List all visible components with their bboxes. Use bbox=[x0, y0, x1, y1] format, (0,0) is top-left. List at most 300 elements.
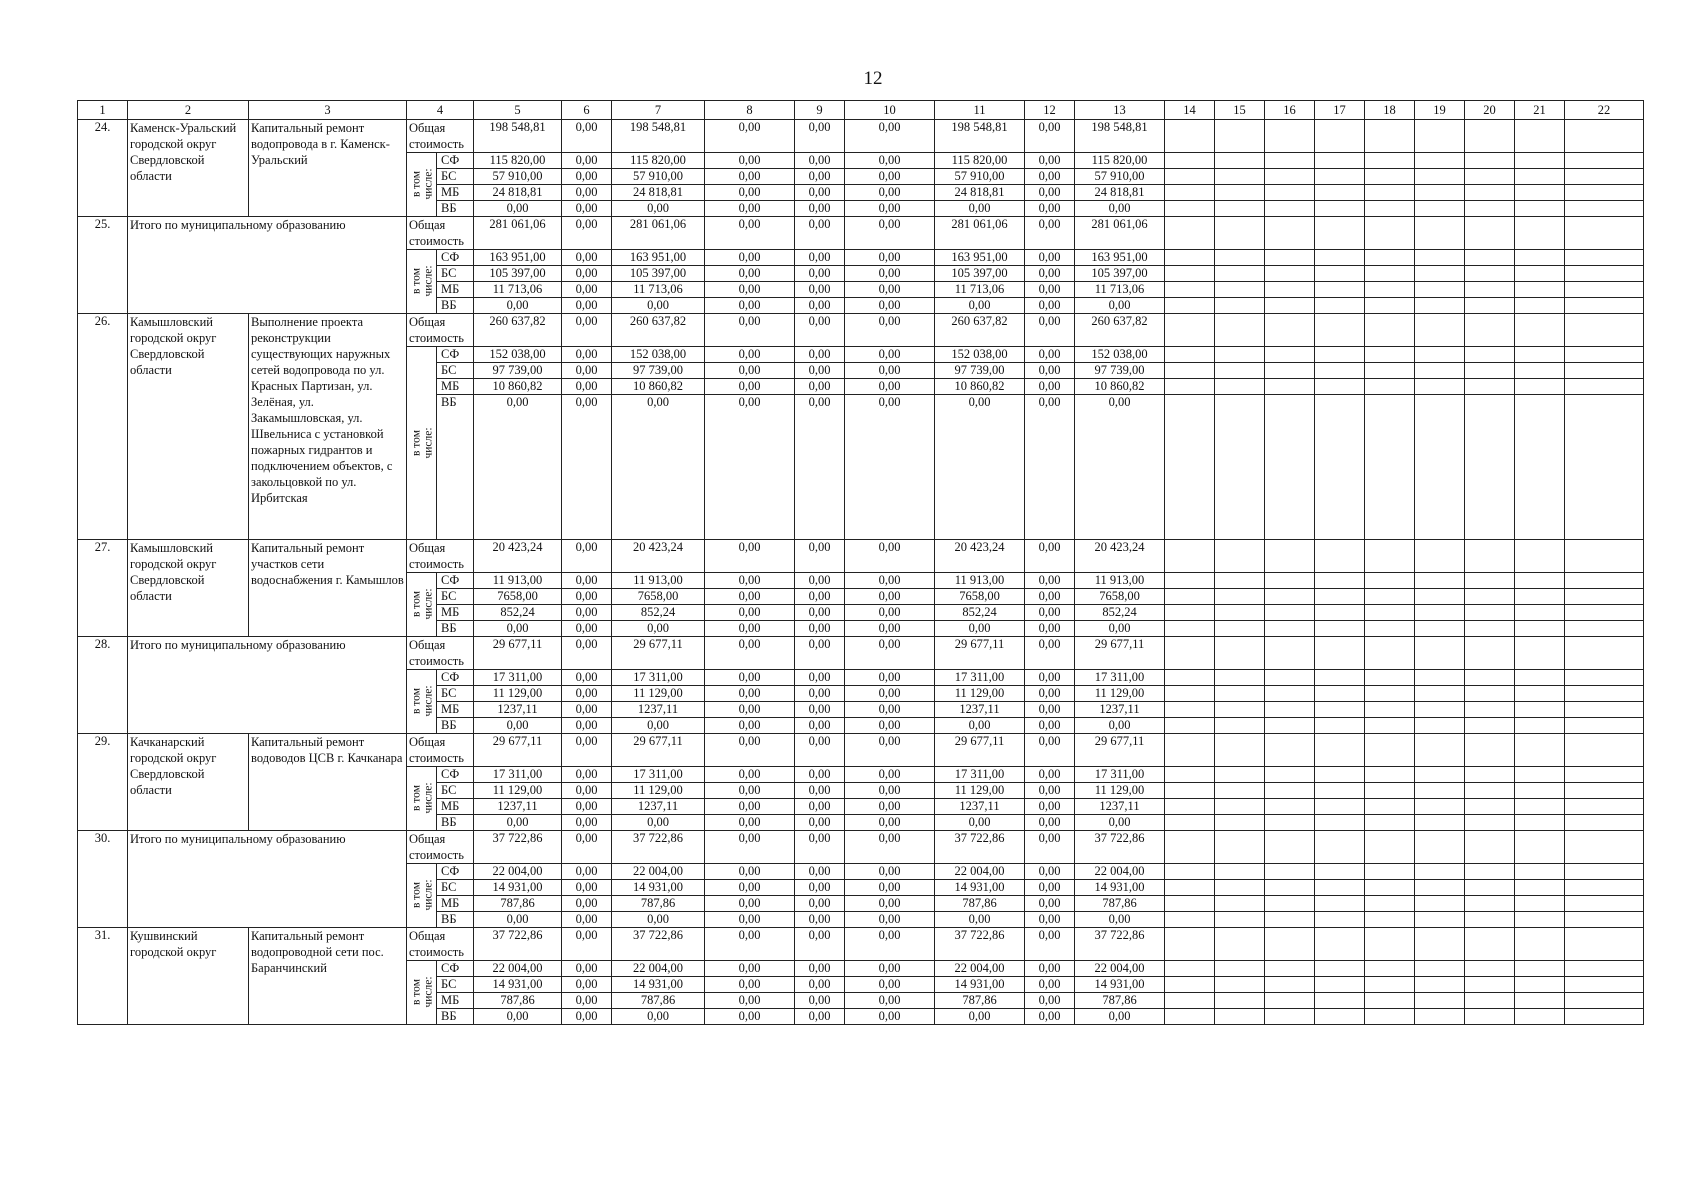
value-cell: 0,00 bbox=[705, 605, 795, 621]
empty-cell bbox=[1465, 282, 1515, 298]
empty-cell bbox=[1415, 153, 1465, 169]
empty-cell bbox=[1165, 637, 1215, 670]
value-cell: 0,00 bbox=[1025, 266, 1075, 282]
funding-source-label: ВБ bbox=[437, 718, 474, 734]
value-cell: 14 931,00 bbox=[612, 880, 705, 896]
value-cell: 0,00 bbox=[705, 540, 795, 573]
empty-cell bbox=[1415, 185, 1465, 201]
value-cell: 0,00 bbox=[845, 298, 935, 314]
funding-source-label: БС bbox=[437, 363, 474, 379]
value-cell: 20 423,24 bbox=[935, 540, 1025, 573]
empty-cell bbox=[1365, 120, 1415, 153]
value-cell: 0,00 bbox=[705, 395, 795, 540]
empty-cell bbox=[1365, 783, 1415, 799]
entry-number: 24. bbox=[78, 120, 128, 217]
value-cell: 0,00 bbox=[795, 153, 845, 169]
empty-cell bbox=[1465, 718, 1515, 734]
municipality-name: Качканарский городской округ Свердловской области bbox=[128, 734, 249, 831]
value-cell: 152 038,00 bbox=[935, 347, 1025, 363]
value-cell: 0,00 bbox=[845, 831, 935, 864]
value-cell: 11 129,00 bbox=[474, 686, 562, 702]
empty-cell bbox=[1365, 961, 1415, 977]
empty-cell bbox=[1365, 298, 1415, 314]
value-cell: 105 397,00 bbox=[612, 266, 705, 282]
value-cell: 1237,11 bbox=[1075, 702, 1165, 718]
empty-cell bbox=[1265, 928, 1315, 961]
funding-source-label: ВБ bbox=[437, 395, 474, 540]
empty-cell bbox=[1465, 864, 1515, 880]
empty-cell bbox=[1215, 831, 1265, 864]
value-cell: 0,00 bbox=[845, 120, 935, 153]
empty-cell bbox=[1365, 589, 1415, 605]
empty-cell bbox=[1465, 605, 1515, 621]
value-cell: 17 311,00 bbox=[1075, 670, 1165, 686]
value-cell: 0,00 bbox=[1025, 767, 1075, 783]
value-cell: 105 397,00 bbox=[474, 266, 562, 282]
value-cell: 0,00 bbox=[845, 928, 935, 961]
empty-cell bbox=[1565, 266, 1644, 282]
value-cell: 37 722,86 bbox=[612, 928, 705, 961]
empty-cell bbox=[1415, 363, 1465, 379]
empty-cell bbox=[1565, 1009, 1644, 1025]
empty-cell bbox=[1165, 977, 1215, 993]
value-cell: 24 818,81 bbox=[1075, 185, 1165, 201]
empty-cell bbox=[1315, 670, 1365, 686]
value-cell: 0,00 bbox=[562, 621, 612, 637]
empty-cell bbox=[1515, 540, 1565, 573]
value-cell: 0,00 bbox=[795, 347, 845, 363]
empty-cell bbox=[1415, 702, 1465, 718]
value-cell: 0,00 bbox=[705, 767, 795, 783]
empty-cell bbox=[1215, 783, 1265, 799]
empty-cell bbox=[1415, 734, 1465, 767]
value-cell: 0,00 bbox=[1025, 670, 1075, 686]
value-cell: 163 951,00 bbox=[612, 250, 705, 266]
empty-cell bbox=[1265, 201, 1315, 217]
empty-cell bbox=[1365, 670, 1415, 686]
value-cell: 0,00 bbox=[795, 282, 845, 298]
value-cell: 0,00 bbox=[1025, 314, 1075, 347]
value-cell: 0,00 bbox=[562, 928, 612, 961]
empty-cell bbox=[1315, 815, 1365, 831]
value-cell: 0,00 bbox=[1025, 621, 1075, 637]
value-cell: 0,00 bbox=[845, 201, 935, 217]
value-cell: 0,00 bbox=[562, 896, 612, 912]
empty-cell bbox=[1215, 993, 1265, 1009]
empty-cell bbox=[1415, 767, 1465, 783]
column-header: 8 bbox=[705, 101, 795, 120]
empty-cell bbox=[1215, 363, 1265, 379]
value-cell: 787,86 bbox=[935, 896, 1025, 912]
value-cell: 11 129,00 bbox=[474, 783, 562, 799]
funding-source-label: СФ bbox=[437, 767, 474, 783]
value-cell: 0,00 bbox=[845, 589, 935, 605]
value-cell: 0,00 bbox=[705, 815, 795, 831]
value-cell: 0,00 bbox=[795, 718, 845, 734]
value-cell: 29 677,11 bbox=[474, 637, 562, 670]
empty-cell bbox=[1415, 799, 1465, 815]
value-cell: 0,00 bbox=[935, 912, 1025, 928]
empty-cell bbox=[1565, 347, 1644, 363]
empty-cell bbox=[1365, 395, 1415, 540]
value-cell: 0,00 bbox=[795, 120, 845, 153]
empty-cell bbox=[1215, 250, 1265, 266]
value-cell: 0,00 bbox=[562, 217, 612, 250]
value-cell: 0,00 bbox=[845, 153, 935, 169]
value-cell: 198 548,81 bbox=[612, 120, 705, 153]
empty-cell bbox=[1565, 605, 1644, 621]
empty-cell bbox=[1565, 670, 1644, 686]
value-cell: 29 677,11 bbox=[474, 734, 562, 767]
empty-cell bbox=[1215, 961, 1265, 977]
value-cell: 0,00 bbox=[562, 589, 612, 605]
empty-cell bbox=[1215, 734, 1265, 767]
empty-cell bbox=[1315, 201, 1365, 217]
value-cell: 0,00 bbox=[1025, 831, 1075, 864]
value-cell: 37 722,86 bbox=[1075, 831, 1165, 864]
value-cell: 0,00 bbox=[845, 880, 935, 896]
value-cell: 0,00 bbox=[562, 347, 612, 363]
value-cell: 17 311,00 bbox=[1075, 767, 1165, 783]
value-cell: 14 931,00 bbox=[612, 977, 705, 993]
value-cell: 97 739,00 bbox=[1075, 363, 1165, 379]
empty-cell bbox=[1465, 120, 1515, 153]
value-cell: 852,24 bbox=[1075, 605, 1165, 621]
empty-cell bbox=[1465, 993, 1515, 1009]
value-cell: 1237,11 bbox=[1075, 799, 1165, 815]
value-cell: 0,00 bbox=[562, 605, 612, 621]
value-cell: 115 820,00 bbox=[474, 153, 562, 169]
empty-cell bbox=[1165, 1009, 1215, 1025]
column-header: 13 bbox=[1075, 101, 1165, 120]
value-cell: 0,00 bbox=[705, 686, 795, 702]
value-cell: 37 722,86 bbox=[612, 831, 705, 864]
including-label: в том числе: bbox=[407, 153, 437, 217]
empty-cell bbox=[1365, 896, 1415, 912]
empty-cell bbox=[1215, 395, 1265, 540]
empty-cell bbox=[1465, 799, 1515, 815]
empty-cell bbox=[1165, 961, 1215, 977]
value-cell: 0,00 bbox=[705, 217, 795, 250]
value-cell: 0,00 bbox=[562, 912, 612, 928]
empty-cell bbox=[1265, 718, 1315, 734]
empty-cell bbox=[1565, 395, 1644, 540]
empty-cell bbox=[1515, 734, 1565, 767]
value-cell: 0,00 bbox=[612, 1009, 705, 1025]
value-cell: 37 722,86 bbox=[935, 831, 1025, 864]
value-cell: 198 548,81 bbox=[935, 120, 1025, 153]
empty-cell bbox=[1315, 767, 1365, 783]
value-cell: 0,00 bbox=[795, 217, 845, 250]
value-cell: 11 129,00 bbox=[935, 686, 1025, 702]
value-cell: 0,00 bbox=[935, 815, 1025, 831]
empty-cell bbox=[1465, 670, 1515, 686]
empty-cell bbox=[1365, 718, 1415, 734]
empty-cell bbox=[1265, 993, 1315, 1009]
empty-cell bbox=[1565, 815, 1644, 831]
column-header: 14 bbox=[1165, 101, 1215, 120]
empty-cell bbox=[1365, 734, 1415, 767]
value-cell: 14 931,00 bbox=[935, 977, 1025, 993]
value-cell: 0,00 bbox=[1025, 864, 1075, 880]
empty-cell bbox=[1365, 250, 1415, 266]
value-cell: 0,00 bbox=[705, 977, 795, 993]
funding-source-label: МБ bbox=[437, 379, 474, 395]
empty-cell bbox=[1465, 686, 1515, 702]
empty-cell bbox=[1365, 314, 1415, 347]
entry-number: 25. bbox=[78, 217, 128, 314]
empty-cell bbox=[1265, 896, 1315, 912]
value-cell: 0,00 bbox=[1075, 621, 1165, 637]
value-cell: 0,00 bbox=[795, 686, 845, 702]
funding-source-label: БС bbox=[437, 169, 474, 185]
empty-cell bbox=[1165, 266, 1215, 282]
value-cell: 0,00 bbox=[795, 605, 845, 621]
empty-cell bbox=[1515, 977, 1565, 993]
value-cell: 0,00 bbox=[795, 589, 845, 605]
empty-cell bbox=[1415, 201, 1465, 217]
column-header: 17 bbox=[1315, 101, 1365, 120]
empty-cell bbox=[1215, 670, 1265, 686]
value-cell: 0,00 bbox=[562, 734, 612, 767]
table-row bbox=[78, 217, 1644, 250]
value-cell: 0,00 bbox=[705, 831, 795, 864]
page-number: 12 bbox=[863, 68, 883, 89]
value-cell: 281 061,06 bbox=[935, 217, 1025, 250]
empty-cell bbox=[1315, 605, 1365, 621]
value-cell: 7658,00 bbox=[612, 589, 705, 605]
funding-source-label: СФ bbox=[437, 573, 474, 589]
value-cell: 17 311,00 bbox=[935, 767, 1025, 783]
empty-cell bbox=[1365, 573, 1415, 589]
value-cell: 0,00 bbox=[562, 637, 612, 670]
empty-cell bbox=[1515, 185, 1565, 201]
empty-cell bbox=[1365, 912, 1415, 928]
empty-cell bbox=[1165, 621, 1215, 637]
value-cell: 0,00 bbox=[705, 120, 795, 153]
municipality-name: Камышловский городской округ Свердловской области bbox=[128, 540, 249, 637]
empty-cell bbox=[1215, 282, 1265, 298]
empty-cell bbox=[1565, 896, 1644, 912]
value-cell: 0,00 bbox=[935, 395, 1025, 540]
empty-cell bbox=[1315, 169, 1365, 185]
empty-cell bbox=[1465, 395, 1515, 540]
municipality-name: Каменск-Уральский городской округ Свердловской области bbox=[128, 120, 249, 217]
empty-cell bbox=[1165, 767, 1215, 783]
value-cell: 0,00 bbox=[1075, 1009, 1165, 1025]
empty-cell bbox=[1315, 686, 1365, 702]
empty-cell bbox=[1565, 637, 1644, 670]
empty-cell bbox=[1515, 815, 1565, 831]
empty-cell bbox=[1315, 734, 1365, 767]
value-cell: 0,00 bbox=[935, 298, 1025, 314]
empty-cell bbox=[1215, 686, 1265, 702]
value-cell: 787,86 bbox=[612, 993, 705, 1009]
value-cell: 852,24 bbox=[935, 605, 1025, 621]
empty-cell bbox=[1515, 395, 1565, 540]
empty-cell bbox=[1165, 799, 1215, 815]
value-cell: 260 637,82 bbox=[612, 314, 705, 347]
empty-cell bbox=[1365, 621, 1415, 637]
value-cell: 0,00 bbox=[845, 864, 935, 880]
value-cell: 0,00 bbox=[1025, 896, 1075, 912]
value-cell: 0,00 bbox=[562, 363, 612, 379]
value-cell: 22 004,00 bbox=[474, 961, 562, 977]
empty-cell bbox=[1415, 1009, 1465, 1025]
value-cell: 11 129,00 bbox=[935, 783, 1025, 799]
empty-cell bbox=[1215, 298, 1265, 314]
empty-cell bbox=[1165, 217, 1215, 250]
empty-cell bbox=[1415, 961, 1465, 977]
empty-cell bbox=[1315, 783, 1365, 799]
value-cell: 0,00 bbox=[1025, 282, 1075, 298]
empty-cell bbox=[1415, 831, 1465, 864]
value-cell: 787,86 bbox=[1075, 993, 1165, 1009]
empty-cell bbox=[1265, 799, 1315, 815]
value-cell: 0,00 bbox=[845, 169, 935, 185]
empty-cell bbox=[1365, 266, 1415, 282]
value-cell: 0,00 bbox=[795, 266, 845, 282]
empty-cell bbox=[1165, 169, 1215, 185]
empty-cell bbox=[1515, 217, 1565, 250]
empty-cell bbox=[1265, 961, 1315, 977]
empty-cell bbox=[1315, 799, 1365, 815]
column-header: 6 bbox=[562, 101, 612, 120]
value-cell: 0,00 bbox=[795, 1009, 845, 1025]
table-row bbox=[78, 734, 1644, 767]
value-cell: 0,00 bbox=[845, 977, 935, 993]
value-cell: 0,00 bbox=[845, 961, 935, 977]
value-cell: 0,00 bbox=[562, 169, 612, 185]
value-cell: 0,00 bbox=[705, 347, 795, 363]
entry-number: 26. bbox=[78, 314, 128, 540]
empty-cell bbox=[1265, 783, 1315, 799]
empty-cell bbox=[1265, 702, 1315, 718]
empty-cell bbox=[1165, 153, 1215, 169]
value-cell: 0,00 bbox=[705, 282, 795, 298]
funding-source-label: ВБ bbox=[437, 912, 474, 928]
value-cell: 260 637,82 bbox=[474, 314, 562, 347]
value-cell: 0,00 bbox=[1025, 977, 1075, 993]
funding-source-label: МБ bbox=[437, 993, 474, 1009]
value-cell: 0,00 bbox=[795, 201, 845, 217]
funding-source-label: БС bbox=[437, 589, 474, 605]
project-description: Капитальный ремонт водопроводной сети пос. Баранчинский bbox=[249, 928, 407, 1025]
value-cell: 0,00 bbox=[474, 718, 562, 734]
value-cell: 0,00 bbox=[845, 993, 935, 1009]
value-cell: 0,00 bbox=[562, 298, 612, 314]
empty-cell bbox=[1265, 767, 1315, 783]
value-cell: 0,00 bbox=[795, 928, 845, 961]
empty-cell bbox=[1565, 217, 1644, 250]
value-cell: 37 722,86 bbox=[474, 928, 562, 961]
column-header: 20 bbox=[1465, 101, 1515, 120]
funding-source-label: СФ bbox=[437, 347, 474, 363]
value-cell: 7658,00 bbox=[1075, 589, 1165, 605]
empty-cell bbox=[1265, 363, 1315, 379]
empty-cell bbox=[1465, 153, 1515, 169]
value-cell: 0,00 bbox=[612, 912, 705, 928]
value-cell: 20 423,24 bbox=[612, 540, 705, 573]
empty-cell bbox=[1465, 880, 1515, 896]
column-header: 21 bbox=[1515, 101, 1565, 120]
empty-cell bbox=[1215, 815, 1265, 831]
column-header: 18 bbox=[1365, 101, 1415, 120]
value-cell: 17 311,00 bbox=[474, 767, 562, 783]
value-cell: 260 637,82 bbox=[935, 314, 1025, 347]
value-cell: 57 910,00 bbox=[474, 169, 562, 185]
empty-cell bbox=[1515, 912, 1565, 928]
empty-cell bbox=[1265, 153, 1315, 169]
empty-cell bbox=[1215, 880, 1265, 896]
empty-cell bbox=[1215, 702, 1265, 718]
funding-source-label: БС bbox=[437, 880, 474, 896]
value-cell: 0,00 bbox=[562, 977, 612, 993]
value-cell: 0,00 bbox=[705, 880, 795, 896]
value-cell: 20 423,24 bbox=[474, 540, 562, 573]
value-cell: 0,00 bbox=[1025, 169, 1075, 185]
empty-cell bbox=[1165, 185, 1215, 201]
value-cell: 0,00 bbox=[845, 670, 935, 686]
funding-source-label: СФ bbox=[437, 250, 474, 266]
value-cell: 0,00 bbox=[705, 912, 795, 928]
empty-cell bbox=[1165, 815, 1215, 831]
value-cell: 0,00 bbox=[1075, 718, 1165, 734]
empty-cell bbox=[1565, 767, 1644, 783]
value-cell: 0,00 bbox=[612, 298, 705, 314]
empty-cell bbox=[1565, 621, 1644, 637]
value-cell: 0,00 bbox=[562, 573, 612, 589]
funding-source-label: МБ bbox=[437, 185, 474, 201]
empty-cell bbox=[1415, 169, 1465, 185]
empty-cell bbox=[1315, 379, 1365, 395]
empty-cell bbox=[1215, 153, 1265, 169]
value-cell: 0,00 bbox=[845, 379, 935, 395]
value-cell: 0,00 bbox=[705, 993, 795, 1009]
empty-cell bbox=[1265, 379, 1315, 395]
value-cell: 0,00 bbox=[705, 734, 795, 767]
empty-cell bbox=[1565, 864, 1644, 880]
value-cell: 1237,11 bbox=[474, 799, 562, 815]
empty-cell bbox=[1465, 250, 1515, 266]
value-cell: 0,00 bbox=[935, 1009, 1025, 1025]
value-cell: 22 004,00 bbox=[1075, 864, 1165, 880]
empty-cell bbox=[1265, 864, 1315, 880]
value-cell: 57 910,00 bbox=[935, 169, 1025, 185]
empty-cell bbox=[1565, 201, 1644, 217]
value-cell: 105 397,00 bbox=[935, 266, 1025, 282]
empty-cell bbox=[1215, 718, 1265, 734]
empty-cell bbox=[1315, 961, 1365, 977]
empty-cell bbox=[1215, 185, 1265, 201]
empty-cell bbox=[1515, 880, 1565, 896]
including-label: в том числе: bbox=[407, 864, 437, 928]
value-cell: 0,00 bbox=[1025, 815, 1075, 831]
value-cell: 0,00 bbox=[1025, 217, 1075, 250]
value-cell: 0,00 bbox=[705, 670, 795, 686]
project-description: Выполнение проекта реконструкции существующих наружных сетей водопровода по ул. Красных Партизан, ул. Зелёная, ул. Закамышловская, ул. Швельниса с установкой пожарных гидрантов и подключением объектов, с закольцовкой по ул. Ирбитская bbox=[249, 314, 407, 540]
empty-cell bbox=[1165, 314, 1215, 347]
table-row bbox=[78, 540, 1644, 573]
column-header: 15 bbox=[1215, 101, 1265, 120]
value-cell: 0,00 bbox=[562, 1009, 612, 1025]
empty-cell bbox=[1165, 864, 1215, 880]
column-header: 7 bbox=[612, 101, 705, 120]
empty-cell bbox=[1515, 314, 1565, 347]
value-cell: 0,00 bbox=[845, 573, 935, 589]
value-cell: 0,00 bbox=[562, 799, 612, 815]
value-cell: 0,00 bbox=[845, 282, 935, 298]
